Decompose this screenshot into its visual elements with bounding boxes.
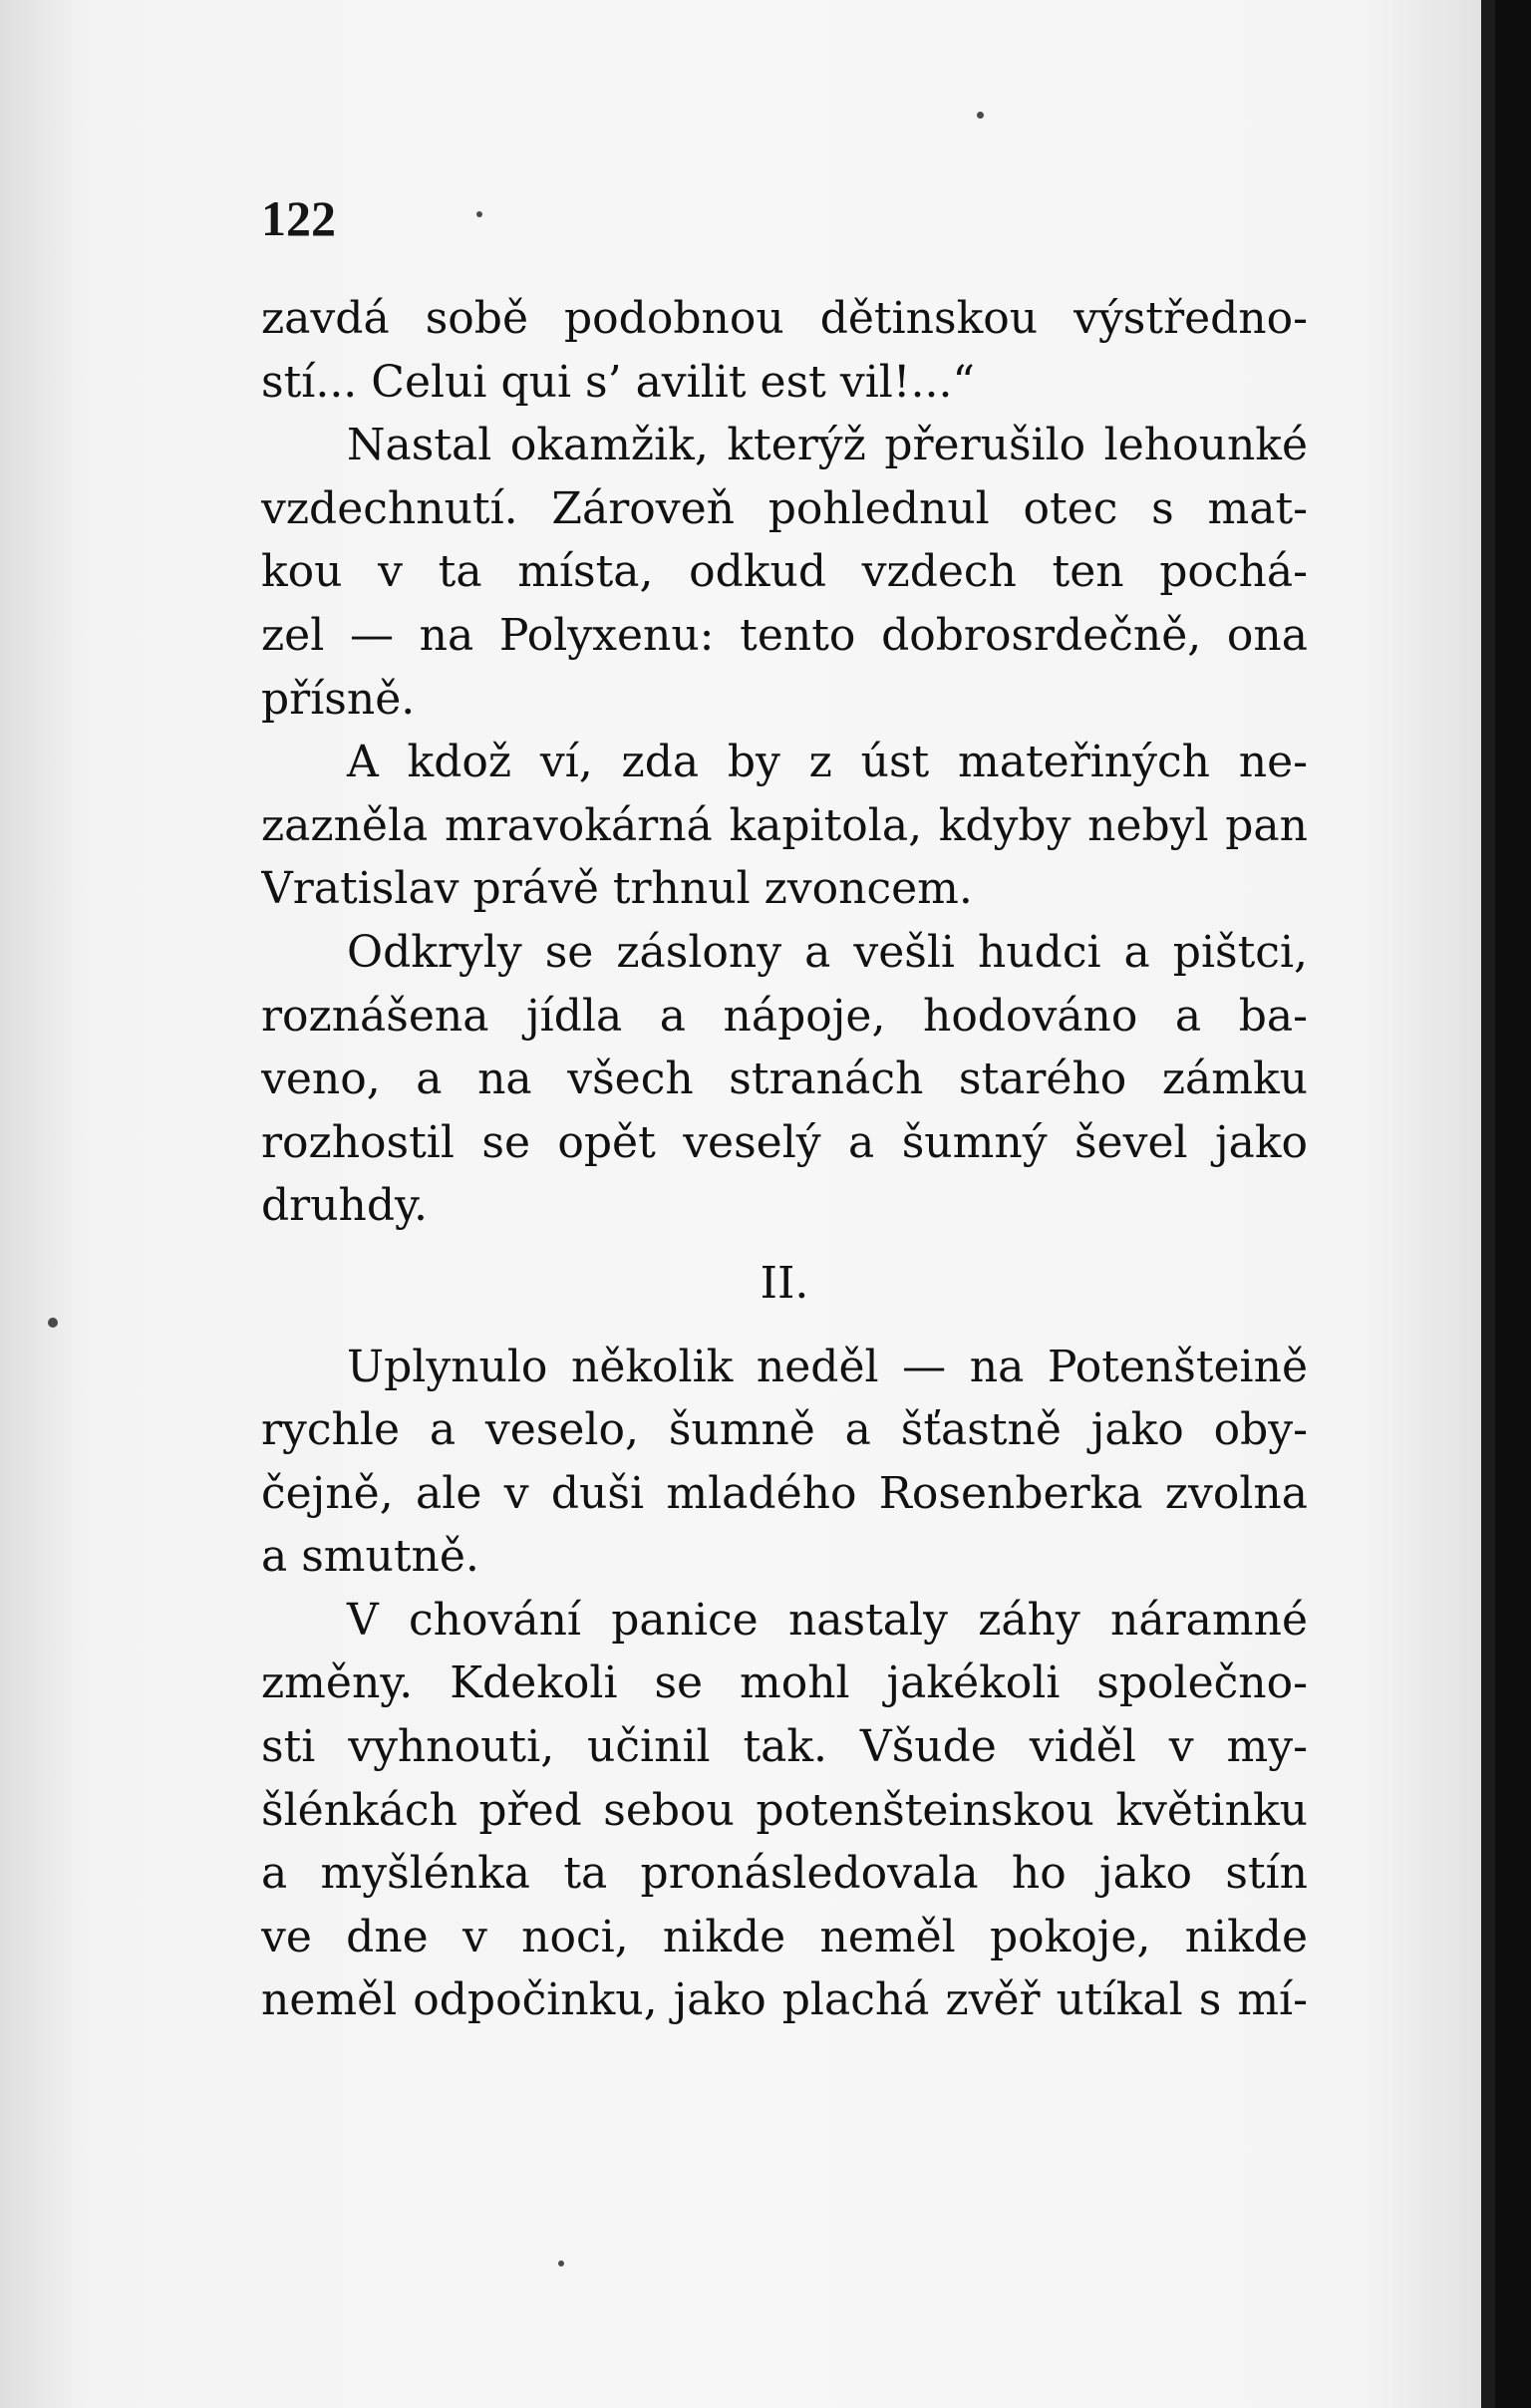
text-line: ve dne v noci, nikde neměl pokoje, nikde	[261, 1911, 1308, 1962]
text-line: Vratislav právě trhnul zvoncem.	[261, 863, 973, 915]
text-line: změny. Kdekoli se mohl jakékoli společno-	[261, 1657, 1308, 1709]
scan-speck	[476, 211, 482, 217]
text-line: druhdy.	[261, 1180, 429, 1232]
section-heading: II.	[760, 1257, 809, 1309]
text-line: sti vyhnouti, učinil tak. Všude viděl v my-	[261, 1721, 1308, 1773]
text-line: roznášena jídla a nápoje, hodováno a ba-	[261, 990, 1308, 1042]
text-line: rozhostil se opět veselý a šumný ševel jako	[261, 1116, 1308, 1168]
text-line: šlénkách před sebou potenšteinskou květinku	[261, 1784, 1308, 1836]
text-line: neměl odpočinku, jako plachá zvěř utíkal s mí-	[261, 1974, 1308, 2026]
text-line: zazněla mravokárná kapitola, kdyby nebyl pan	[261, 799, 1308, 851]
text-line: vzdechnutí. Zároveň pohlednul otec s mat-	[261, 482, 1308, 534]
text-line: Nastal okamžik, kterýž přerušilo lehounké	[347, 420, 1308, 471]
text-line: kou v ta místa, odkud vzdech ten pochá-	[261, 546, 1308, 598]
scan-speck	[977, 112, 984, 119]
text-line: stí... Celui qui s’ avilit est vil!...“	[261, 356, 975, 408]
text-line: rychle a veselo, šumně a šťastně jako oby-	[261, 1404, 1308, 1456]
text-line: přísně.	[261, 673, 416, 725]
scan-speck	[558, 2260, 564, 2266]
text-line: zel — na Polyxenu: tento dobrosrdečně, ona	[261, 609, 1308, 661]
text-line: a myšlénka ta pronásledovala ho jako stín	[261, 1848, 1308, 1900]
text-line: Uplynulo několik neděl — na Potenšteině	[347, 1341, 1308, 1392]
body-text	[261, 287, 1308, 2032]
text-line: a smutně.	[261, 1531, 479, 1583]
text-line: V chování panice nastaly záhy náramné	[347, 1594, 1308, 1646]
scan-speck	[48, 1318, 58, 1328]
text-line: veno, a na všech stranách starého zámku	[261, 1054, 1308, 1105]
text-line: Odkryly se záslony a vešli hudci a pištci,	[347, 926, 1308, 978]
page-number: 122	[261, 190, 336, 246]
text-line: A kdož ví, zda by z úst mateřiných ne-	[347, 737, 1308, 788]
text-line: zavdá sobě podobnou dětinskou výstředno-	[261, 293, 1308, 344]
text-line: čejně, ale v duši mladého Rosenberka zvolna	[261, 1467, 1308, 1519]
